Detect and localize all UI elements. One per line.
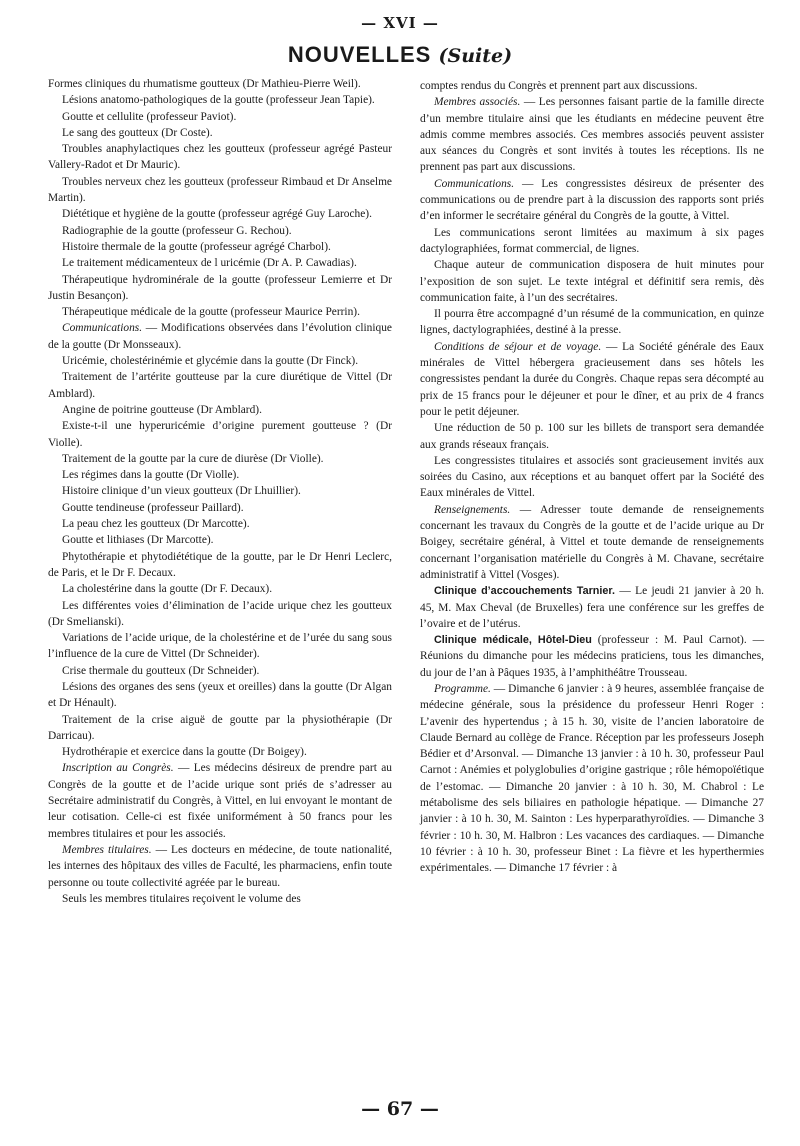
- paragraph-text: Le sang des goutteux (Dr Coste).: [62, 126, 213, 139]
- paragraph: [48, 255, 392, 271]
- paragraph: [48, 174, 392, 207]
- paragraph: [48, 516, 392, 532]
- paragraph-text: Hydrothérapie et exercice dans la goutte (Dr Boigey).: [62, 746, 307, 759]
- paragraph: [48, 679, 392, 712]
- paragraph-text: Existe-t-il une hyperuricémie d’origine purement goutteuse ? (Dr Violle).: [48, 420, 392, 449]
- paragraph-text: Lésions des organes des sens (yeux et oreilles) dans la goutte (Dr Algan et Dr Hénault).: [48, 680, 392, 710]
- paragraph: [420, 306, 764, 339]
- paragraph: [48, 598, 392, 631]
- paragraph-text: Goutte et lithiases (Dr Marcotte).: [62, 534, 214, 547]
- paragraph: [48, 760, 392, 841]
- paragraph-text: comptes rendus du Congrès et prennent part aux discussions.: [420, 80, 698, 92]
- paragraph-text: — Adresser toute demande de renseignements concernant les travaux du Congrès de la goutte et de l’acide urique au Dr Boigey, secrétaire général, à Vittel et toute demande de renseignements concernant l’organisation matérielle du Congrès à M. Chavane, secrétaire administratif à Vittel (Vosges).: [420, 503, 764, 581]
- paragraph-text: (professeur : M. Paul Carnot). — Réunions du dimanche pour les médecins praticiens, tous les dimanches, du jour de l’an à Pâques 1935, à l’amphithéâtre Trousseau.: [420, 634, 764, 679]
- page-title: [0, 42, 800, 68]
- institution-heading: Clinique médicale, Hôtel-Dieu: [434, 634, 592, 647]
- paragraph: [48, 630, 392, 663]
- paragraph-text: Goutte tendineuse (professeur Paillard).: [62, 501, 244, 514]
- paragraph-text: Thérapeutique médicale de la goutte (professeur Maurice Perrin).: [62, 306, 360, 319]
- paragraph: [48, 549, 392, 582]
- paragraph-text: Histoire thermale de la goutte (professeur agrégé Charbol).: [62, 240, 331, 253]
- paragraph: [48, 581, 392, 597]
- paragraph-text: Les régimes dans la goutte (Dr Violle).: [62, 469, 240, 482]
- paragraph: [48, 712, 392, 745]
- paragraph: [48, 223, 392, 239]
- title-suffix: (Suite): [438, 45, 513, 67]
- paragraph: [420, 453, 764, 502]
- institution-heading: Clinique d’accouchements Tarnier.: [434, 585, 616, 598]
- paragraph: [48, 92, 392, 108]
- paragraph-text: Variations de l’acide urique, de la cholestérine et de l’urée du sang sous l’influence de la cure de Vittel (Dr Schneider).: [48, 632, 392, 661]
- paragraph: [48, 891, 392, 907]
- paragraph: [48, 418, 392, 451]
- paragraph: [420, 420, 764, 453]
- paragraph-text: Une réduction de 50 p. 100 sur les billets de transport sera demandée aux grands réseaux français.: [420, 422, 764, 451]
- section-lead: Renseignements.: [434, 503, 511, 516]
- paragraph-text: Lésions anatomo-pathologiques de la goutte (professeur Jean Tapie).: [62, 94, 375, 107]
- paragraph-text: Diététique et hygiène de la goutte (professeur agrégé Guy Laroche).: [62, 208, 372, 221]
- paragraph: [48, 369, 392, 402]
- paragraph: [420, 681, 764, 877]
- right-column: [420, 78, 764, 877]
- paragraph-text: Formes cliniques du rhumatisme goutteux (Dr Mathieu-Pierre Weil).: [48, 78, 361, 90]
- title-text: NOUVELLES: [287, 42, 432, 67]
- paragraph: [48, 320, 392, 353]
- paragraph: [48, 842, 392, 891]
- paragraph: [48, 402, 392, 418]
- paragraph-text: Traitement de l’artérite goutteuse par la cure diurétique de Vittel (Dr Amblard).: [48, 371, 392, 400]
- paragraph-text: — La Société générale des Eaux minérales de Vittel hébergera gracieusement dans ses hôtels les congressistes pendant la durée du Congrès. Chaque repas sera décompté au prix de 15 francs pour le déjeuner et pour le dîner, et au prix de 4 francs pour le petit déjeuner.: [420, 340, 764, 418]
- paragraph-text: — Les médecins désireux de prendre part au Congrès de la goutte et de l’acide urique sont priés de s’adresser au Secrétaire administratif du Congrès, à Vittel, en lui envoyant le montant de leur cotisation. Celle-ci est fixée uniformément à 50 francs pour les membres titulaires et pour les associés.: [48, 762, 392, 840]
- paragraph: [48, 239, 392, 255]
- paragraph: [48, 304, 392, 320]
- paragraph-text: La cholestérine dans la goutte (Dr F. Decaux).: [62, 583, 273, 596]
- paragraph-text: La peau chez les goutteux (Dr Marcotte).: [62, 518, 250, 531]
- paragraph: [48, 467, 392, 483]
- paragraph-text: — Les personnes faisant partie de la famille directe d’un membre titulaire ainsi que les étudiants en médecine peuvent être admis comme membres associés. Ces membres associés peuvent assister aux séances du Congrès et sont invités à toutes les réceptions. Ils ne prennent pas part aux discussions.: [420, 96, 764, 174]
- section-lead: Programme.: [434, 682, 491, 695]
- paragraph: [48, 744, 392, 760]
- section-lead: Conditions de séjour et de voyage.: [434, 340, 602, 353]
- paragraph: [48, 109, 392, 125]
- paragraph-text: Traitement de la crise aiguë de goutte par la physiothérapie (Dr Darricau).: [48, 713, 392, 742]
- left-column: [48, 76, 392, 907]
- paragraph: [420, 94, 764, 175]
- paragraph-text: Crise thermale du goutteux (Dr Schneider).: [62, 664, 260, 677]
- paragraph: [48, 125, 392, 141]
- paragraph-text: — Modifications observées dans l’évolution clinique de la goutte (Dr Monsseaux).: [48, 322, 392, 351]
- paragraph: [48, 76, 392, 92]
- paragraph: [48, 272, 392, 305]
- paragraph: [420, 339, 764, 420]
- paragraph: [48, 483, 392, 499]
- paragraph-text: Goutte et cellulite (professeur Paviot).: [62, 110, 237, 123]
- paragraph-text: Thérapeutique hydrominérale de la goutte (professeur Lemierre et Dr Justin Besançon).: [48, 273, 392, 302]
- running-page-number: — XVI —: [361, 14, 439, 32]
- paragraph-text: Chaque auteur de communication disposera de huit minutes pour l’exposition de son sujet. Le texte intégral et définitif sera remis, dès communication faite, à l’un des secrétaires.: [420, 259, 764, 304]
- paragraph-text: Phytothérapie et phytodiététique de la goutte, par le Dr Henri Leclerc, de Paris, et le Dr F. Decaux.: [48, 550, 392, 579]
- section-lead: Communications.: [62, 322, 143, 335]
- paragraph-text: Traitement de la goutte par la cure de diurèse (Dr Violle).: [62, 452, 324, 465]
- paragraph-text: Radiographie de la goutte (professeur G. Rechou).: [62, 224, 292, 237]
- paragraph-text: Uricémie, cholestérinémie et glycémie dans la goutte (Dr Finck).: [62, 355, 359, 368]
- paragraph: [48, 532, 392, 548]
- paragraph: [420, 78, 764, 94]
- paragraph: [48, 451, 392, 467]
- paragraph: [420, 225, 764, 258]
- paragraph-text: Troubles anaphylactiques chez les goutteux (professeur agrégé Pasteur Vallery-Radot et Dr Mauric).: [48, 143, 392, 172]
- paragraph: [48, 500, 392, 516]
- paragraph: [48, 663, 392, 679]
- section-lead: Membres titulaires.: [62, 843, 152, 856]
- paragraph-text: Angine de poitrine goutteuse (Dr Amblard).: [62, 403, 262, 416]
- paragraph: [420, 176, 764, 225]
- paragraph-text: Les différentes voies d’élimination de l’acide urique chez les goutteux (Dr Smelianski).: [48, 599, 392, 628]
- paragraph-text: Le traitement médicamenteux de l uricémie (Dr A. P. Cawadias).: [62, 257, 357, 270]
- paragraph-text: — Les congressistes désireux de présenter des communications ou de prendre part à la discussion des rapports sont priés d’en informer le secrétaire général du Congrès de la goutte, à Vittel.: [420, 177, 764, 223]
- section-lead: Inscription au Congrès.: [62, 762, 174, 775]
- paragraph-text: Seuls les membres titulaires reçoivent le volume des: [62, 892, 301, 905]
- paragraph-text: Il pourra être accompagné d’un résumé de la communication, en quinze lignes, dactylographiées, destiné à la presse.: [420, 308, 764, 337]
- paragraph-text: Troubles nerveux chez les goutteux (professeur Rimbaud et Dr Anselme Martin).: [48, 175, 392, 205]
- paragraph: [420, 583, 764, 632]
- paragraph-text: Les congressistes titulaires et associés sont gracieusement invités aux soirées du Casino, aux réceptions et au banquet offert par la Société des Eaux minérales de Vittel.: [420, 454, 764, 500]
- section-lead: Communications.: [434, 177, 515, 190]
- paragraph: [420, 632, 764, 681]
- paragraph: [48, 353, 392, 369]
- paragraph: [420, 502, 764, 583]
- paragraph-text: — Dimanche 6 janvier : à 9 heures, assemblée française de médecine générale, sous la présidence du professeur Henri Roger : L’avenir des hypertendus ; à 15 h. 30, visite de l’ancien laboratoire de Claude Bernard au collège de France. Réception par les professeurs Joseph Bédier et d’Arsonval. — Dimanche 13 janvier : à 10 h. 30, professeur Paul Carnot : Anémies et polyglobulies d’origine gastrique ; rôle hémopoïétique de l’estomac. — Dimanche 20 janvier : à 10 h. 30, M. Chabrol : Le métabolisme des sels biliaires en pathologie hépatique. — Dimanche 27 janvier : à 10 h. 30, M. Sainton : Les hyperparathyroïdies. — Dimanche 3 février : 10 h. 30, M. Halbron : Les vacances des cardiaques. — Dimanche 10 février : à 10 h. 30, professeur Binet : La fièvre et les hyperthermies expérimentales. — Dimanche 17 février : à: [420, 682, 764, 875]
- paragraph: [48, 206, 392, 222]
- paragraph-text: — Le jeudi 21 janvier à 20 h. 45, M. Max Cheval (de Bruxelles) fera une conférence sur les greffes de l’ovaire et de l’utérus.: [420, 585, 765, 630]
- folio-page-number: — 67 —: [361, 1098, 439, 1120]
- paragraph-text: — Les docteurs en médecine, de toute nationalité, les internes des hôpitaux des villes de Faculté, les pharmaciens, enfin toute personne ou toute collectivité agréée par le bureau.: [48, 843, 392, 889]
- section-lead: Membres associés.: [434, 96, 521, 109]
- paragraph-text: Histoire clinique d’un vieux goutteux (Dr Lhuillier).: [62, 485, 301, 498]
- paragraph-text: Les communications seront limitées au maximum à six pages dactylographiées, format commercial, de lignes.: [420, 226, 764, 255]
- paragraph: [420, 257, 764, 306]
- paragraph: [48, 141, 392, 174]
